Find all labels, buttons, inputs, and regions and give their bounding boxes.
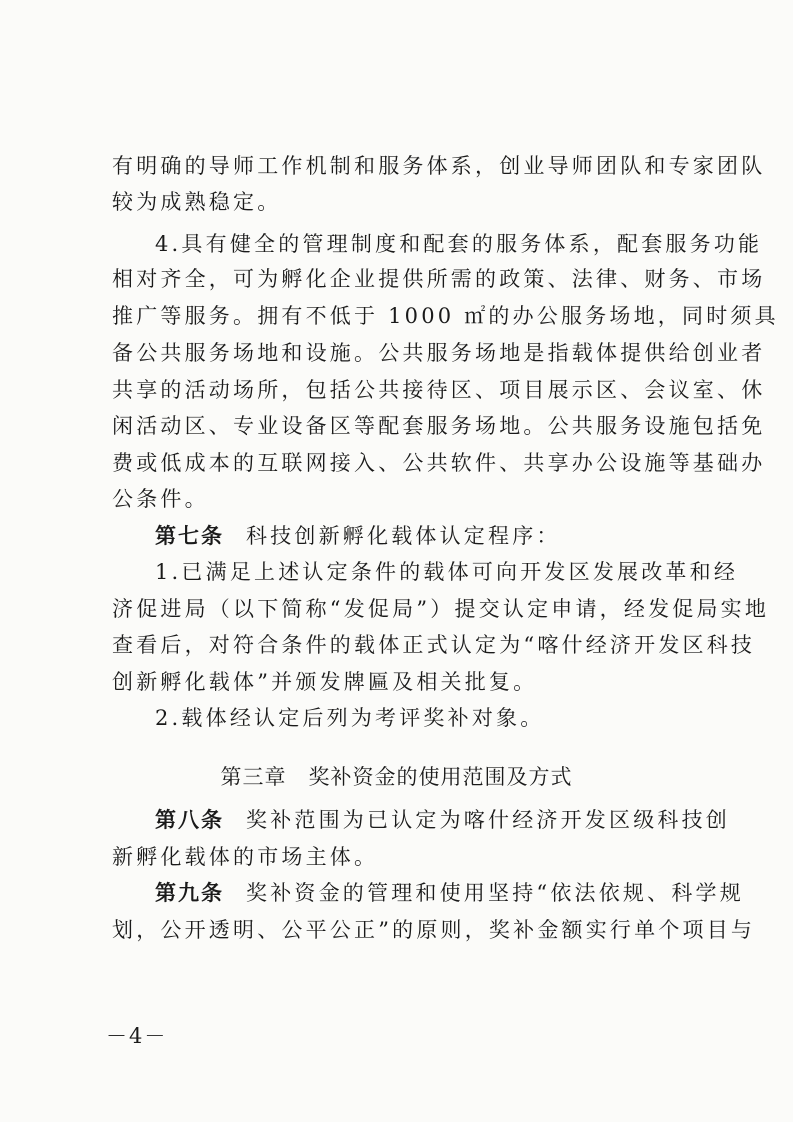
chapter-heading: 第三章 奖补资金的使用范围及方式 — [220, 765, 573, 789]
body-text-line: 1.已满足上述认定条件的载体可向开发区发展改革和经 — [155, 560, 739, 584]
article-8-text: 奖补范围为已认定为喀什经济开发区级科技创 — [246, 808, 730, 832]
article-7-label: 第七条 — [155, 524, 224, 548]
article-9-label: 第九条 — [155, 881, 224, 905]
body-text-line: 创新孵化载体”并颁发牌匾及相关批复。 — [112, 670, 538, 694]
article-8-label: 第八条 — [155, 808, 224, 832]
body-text-line: 费或低成本的互联网接入、公共软件、共享办公设施等基础办 — [112, 451, 766, 475]
article-9-text: 奖补资金的管理和使用坚持“依法依规、科学规 — [246, 881, 744, 905]
body-text-line: 公条件。 — [112, 487, 209, 511]
article-7 — [155, 522, 561, 550]
body-text-line: 查看后，对符合条件的载体正式认定为“喀什经济开发区科技 — [112, 633, 756, 657]
body-text-line: 2.载体经认定后列为考评奖补对象。 — [155, 706, 545, 730]
body-text-line: 备公共服务场地和设施。公共服务场地是指载体提供给创业者 — [112, 341, 766, 365]
article-9 — [155, 879, 744, 907]
body-text-line: 较为成熟稳定。 — [112, 190, 282, 214]
body-text-line: 新孵化载体的市场主体。 — [112, 845, 379, 869]
body-text-line: 划，公开透明、公平公正”的原则，奖补金额实行单个项目与 — [112, 918, 756, 942]
body-text-line: 推广等服务。拥有不低于 1000 ㎡的办公服务场地，同时须具 — [112, 304, 779, 328]
body-text-line: 有明确的导师工作机制和服务体系，创业导师团队和专家团队 — [112, 154, 766, 178]
article-7-text: 科技创新孵化载体认定程序： — [246, 524, 561, 548]
body-text-line: 相对齐全，可为孵化企业提供所需的政策、法律、财务、市场 — [112, 267, 766, 291]
body-text-line: 闲活动区、专业设备区等配套服务场地。公共服务设施包括免 — [112, 414, 766, 438]
body-text-line: 4.具有健全的管理制度和配套的服务体系，配套服务功能 — [155, 232, 763, 256]
page-number: －4－ — [106, 1024, 168, 1048]
body-text-line: 共享的活动场所，包括公共接待区、项目展示区、会议室、休 — [112, 378, 766, 402]
body-text-line: 济促进局（以下简称“发促局”）提交认定申请，经发促局实地 — [112, 597, 770, 621]
article-8 — [155, 806, 730, 834]
